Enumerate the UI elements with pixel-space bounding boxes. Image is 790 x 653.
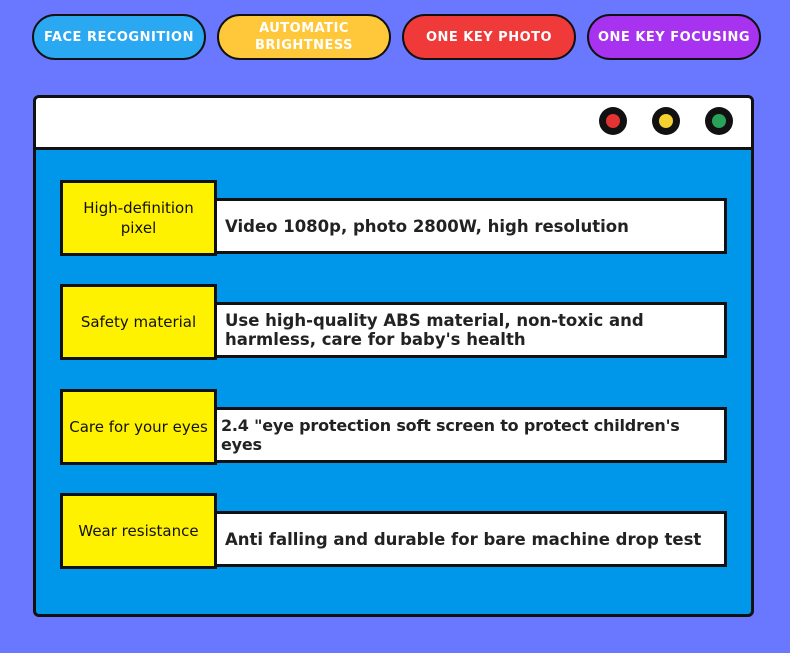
spec-row-high-definition (60, 180, 727, 258)
feature-pill-one-key-photo: ONE KEY PHOTO (402, 14, 576, 60)
feature-pill-automatic-brightness: AUTOMATIC BRIGHTNESS (217, 14, 391, 60)
spec-description: Video 1080p, photo 2800W, high resolution (214, 198, 727, 254)
spec-row-care-for-eyes (60, 389, 727, 467)
yellow-dot-icon (652, 107, 680, 135)
green-dot-icon (705, 107, 733, 135)
spec-row-wear-resistance (60, 493, 727, 571)
spec-description: 2.4 "eye protection soft screen to protect children's eyes (214, 407, 727, 463)
feature-pill-one-key-focusing: ONE KEY FOCUSING (587, 14, 761, 60)
spec-title: Wear resistance (60, 493, 217, 569)
feature-pill-face-recognition: FACE RECOGNITION (32, 14, 206, 60)
feature-pills (0, 0, 790, 70)
window-frame (33, 95, 754, 617)
spec-row-safety-material (60, 284, 727, 362)
spec-title: Care for your eyes (60, 389, 217, 465)
spec-title: High-definition pixel (60, 180, 217, 256)
red-dot-icon (599, 107, 627, 135)
spec-description: Anti falling and durable for bare machine drop test (214, 511, 727, 567)
spec-title: Safety material (60, 284, 217, 360)
spec-description: Use high-quality ABS material, non-toxic and harmless, care for baby's health (214, 302, 727, 358)
window-titlebar (36, 98, 751, 150)
